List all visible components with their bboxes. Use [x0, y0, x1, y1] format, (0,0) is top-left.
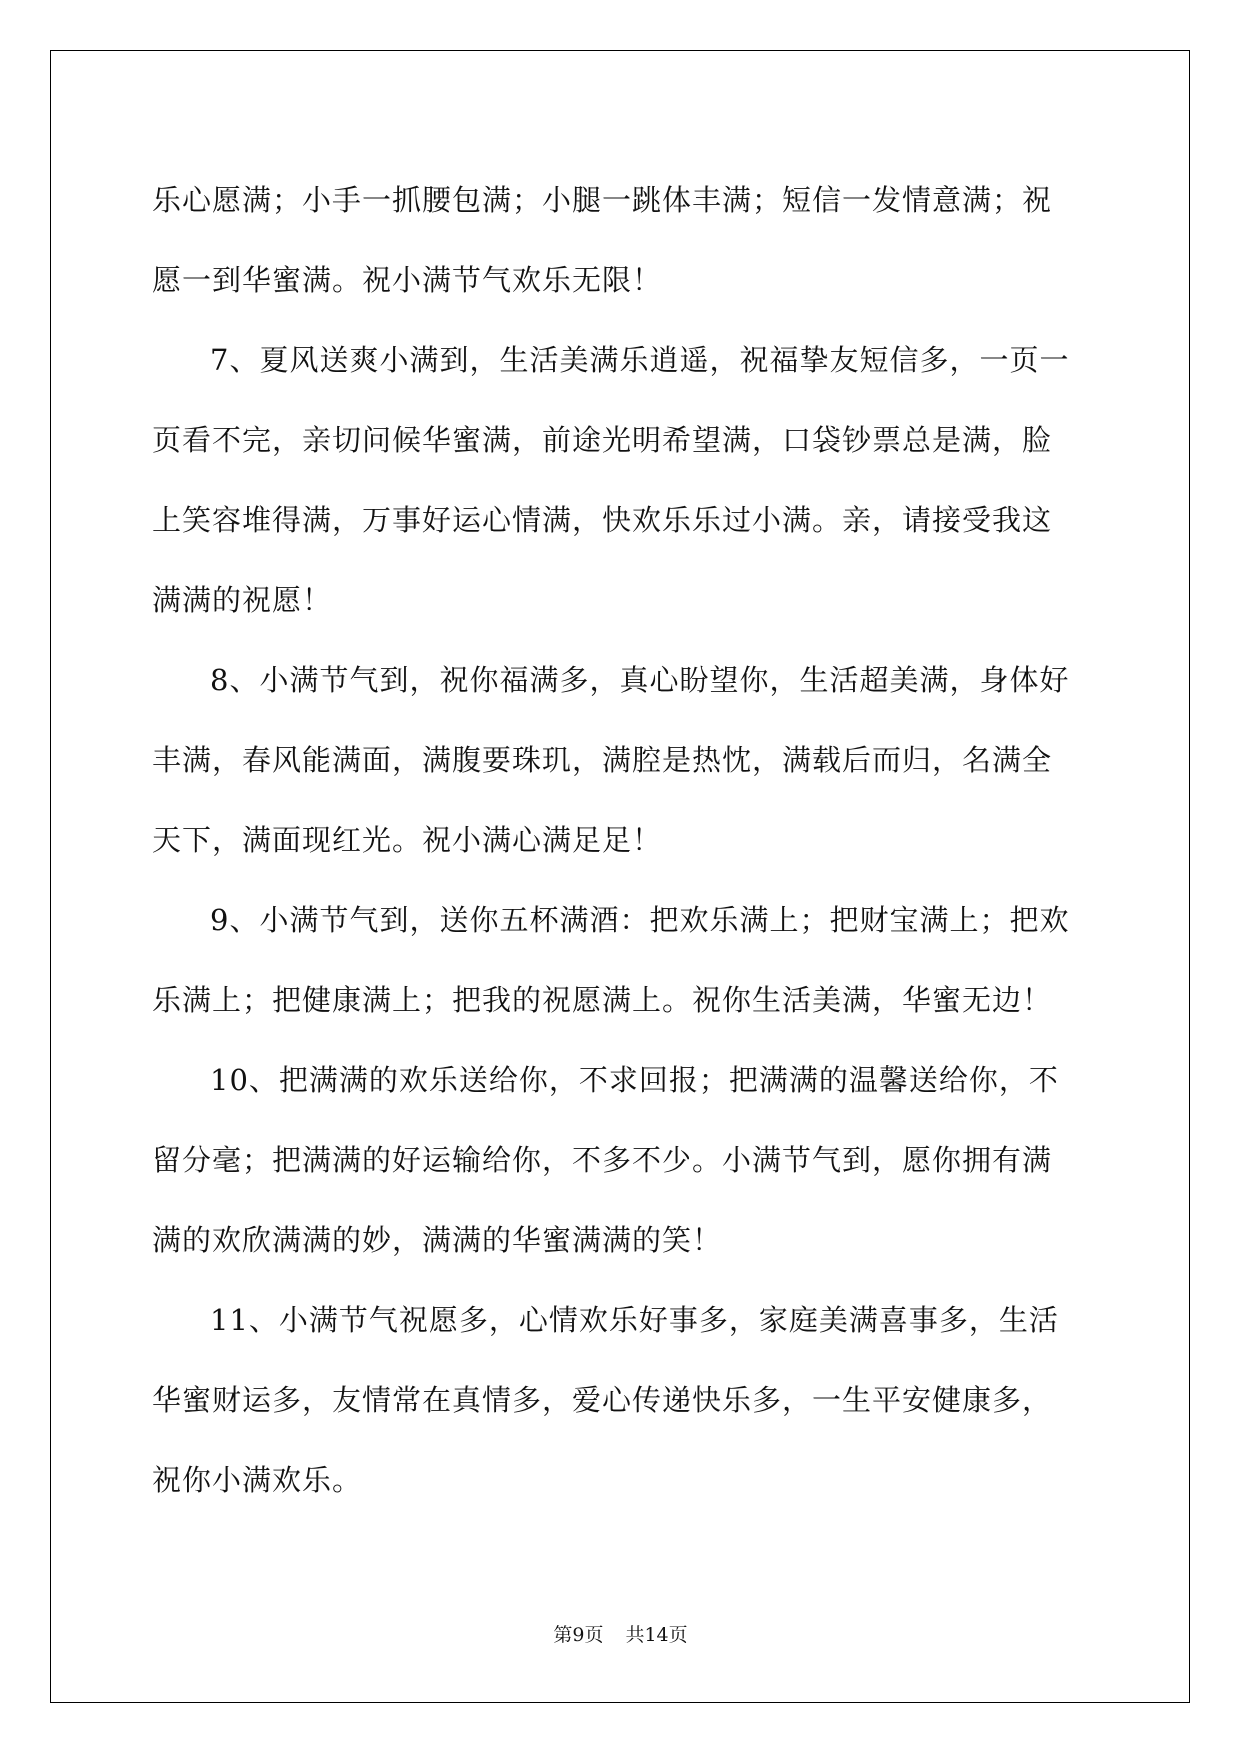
text-line: 满满的祝愿！ — [152, 583, 333, 617]
text-line: 上笑容堆得满，万事好运心情满，快欢乐乐过小满。亲，请接受我这 — [152, 503, 1053, 537]
paragraph — [152, 1040, 1092, 1280]
paragraph — [152, 880, 1092, 1040]
paragraph — [152, 640, 1092, 880]
text-line: 华蜜财运多，友情常在真情多，爱心传递快乐多，一生平安健康多， — [152, 1383, 1053, 1417]
page-total: 共14页 — [625, 1624, 688, 1646]
paragraph — [152, 1280, 1092, 1520]
text-line: 页看不完，亲切问候华蜜满，前途光明希望满，口袋钞票总是满，脸 — [152, 423, 1053, 457]
page-footer — [0, 1623, 1241, 1647]
text-line: 满的欢欣满满的妙，满满的华蜜满满的笑！ — [152, 1223, 723, 1257]
text-line: 祝你小满欢乐。 — [152, 1463, 363, 1497]
text-line: 8、小满节气到，祝你福满多，真心盼望你，生活超美满，身体好 — [210, 663, 1070, 697]
text-line: 7、夏风送爽小满到，生活美满乐逍遥，祝福挚友短信多，一页一 — [210, 343, 1070, 377]
paragraph — [152, 160, 1092, 320]
text-line: 11、小满节气祝愿多，心情欢乐好事多，家庭美满喜事多，生活 — [210, 1303, 1059, 1337]
text-line: 10、把满满的欢乐送给你，不求回报；把满满的温馨送给你，不 — [210, 1063, 1059, 1097]
text-line: 9、小满节气到，送你五杯满酒：把欢乐满上；把财宝满上；把欢 — [210, 903, 1070, 937]
text-line: 丰满，春风能满面，满腹要珠玑，满腔是热忱，满载后而归，名满全 — [152, 743, 1053, 777]
text-line: 天下，满面现红光。祝小满心满足足！ — [152, 823, 663, 857]
text-line: 乐心愿满；小手一抓腰包满；小腿一跳体丰满；短信一发情意满；祝 — [152, 183, 1053, 217]
text-line: 愿一到华蜜满。祝小满节气欢乐无限！ — [152, 263, 663, 297]
page-number: 第9页 — [553, 1624, 604, 1646]
document-body — [152, 160, 1092, 1520]
text-line: 留分毫；把满满的好运输给你，不多不少。小满节气到，愿你拥有满 — [152, 1143, 1053, 1177]
paragraph — [152, 320, 1092, 640]
text-line: 乐满上；把健康满上；把我的祝愿满上。祝你生活美满，华蜜无边！ — [152, 983, 1053, 1017]
